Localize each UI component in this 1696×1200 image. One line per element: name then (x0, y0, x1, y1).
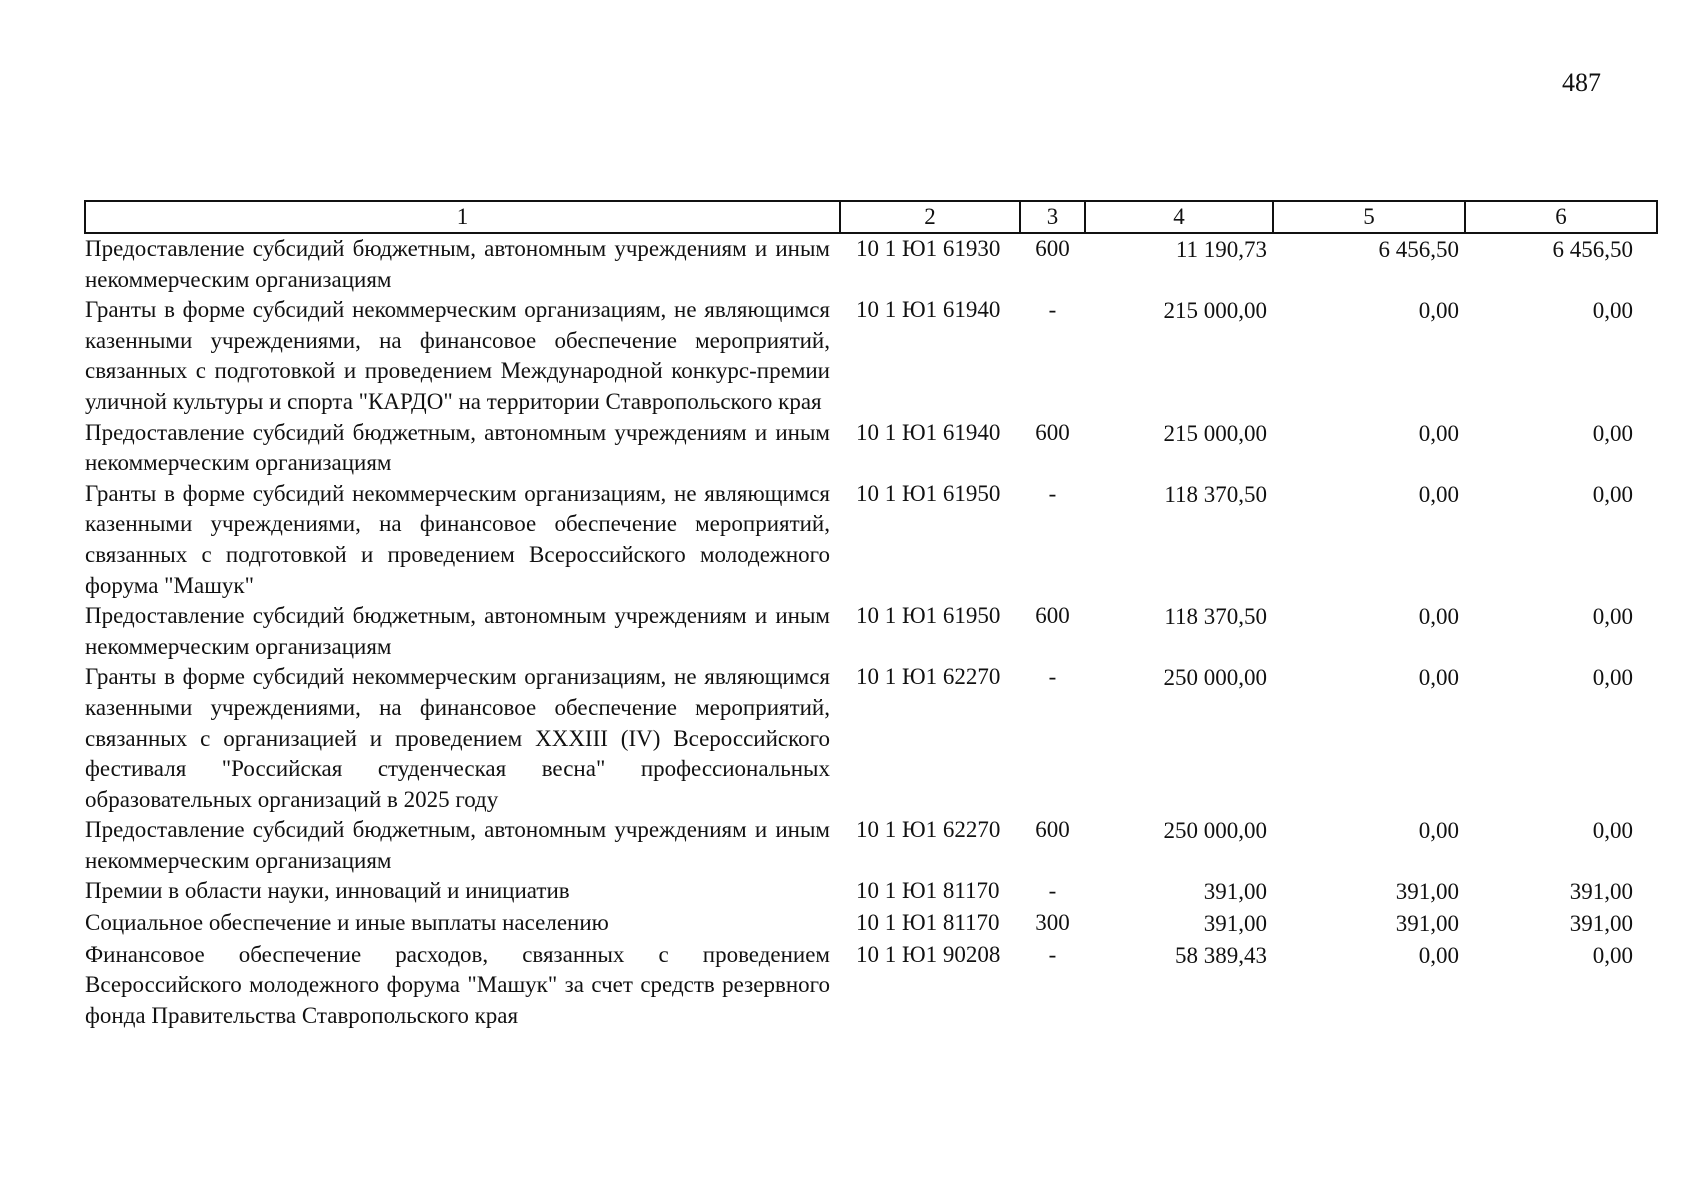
row-expense-type: 600 (1035, 419, 1070, 445)
table-header (85, 201, 1657, 233)
row-value-6: 0,00 (1592, 818, 1633, 844)
row-name: Финансовое обеспечение расходов, связанных с проведением Всероссийского молодежного форума "Машук" за счет средств резервного фонда Правительства Ставропольского края (85, 941, 830, 1028)
row-value-4: 11 190,73 (1175, 237, 1267, 262)
row-name: Предоставление субсидий бюджетным, автономным учреждениям и иным некоммерческим организациям (85, 419, 830, 476)
row-code: 10 1 Ю1 61950 (856, 480, 1001, 506)
row-value-4: 215 000,00 (1163, 298, 1267, 324)
row-value-5: 0,00 (1418, 298, 1459, 324)
table-row (85, 479, 1657, 601)
row-expense-type: - (1048, 664, 1057, 690)
row-value-6: 0,00 (1592, 420, 1633, 446)
row-name: Гранты в форме субсидий некоммерческим организациям, не являющимся казенными учреждениями, на финансовое обеспечение мероприятий, связанных с подготовкой и проведением Всероссийского молодежного форума "Машук" (85, 480, 830, 598)
column-header-5: 5 (1273, 201, 1465, 233)
row-code: 10 1 Ю1 62270 (856, 817, 1001, 843)
row-value-4: 215 000,00 (1163, 420, 1267, 446)
row-expense-type: - (1048, 941, 1057, 967)
table-row (85, 908, 1657, 940)
row-value-4: 250 000,00 (1163, 665, 1267, 691)
table-row (85, 601, 1657, 662)
row-code: 10 1 Ю1 81170 (856, 878, 1000, 904)
table-row (85, 662, 1657, 815)
row-expense-type: 600 (1035, 236, 1070, 261)
column-header-6: 6 (1465, 201, 1657, 233)
row-value-5: 0,00 (1418, 942, 1459, 968)
row-name: Предоставление субсидий бюджетным, автономным учреждениям и иным некоммерческим организациям (85, 236, 830, 292)
row-value-4: 391,00 (1203, 911, 1267, 937)
row-value-6: 6 456,50 (1552, 237, 1633, 262)
budget-table (84, 200, 1658, 1031)
table-row (85, 940, 1657, 1032)
row-expense-type: 300 (1035, 910, 1070, 936)
row-code: 10 1 Ю1 61930 (856, 236, 1001, 261)
row-name: Предоставление субсидий бюджетным, автономным учреждениям и иным некоммерческим организациям (85, 817, 830, 873)
column-header-4: 4 (1085, 201, 1273, 233)
row-value-5: 6 456,50 (1378, 237, 1459, 262)
row-value-4: 250 000,00 (1163, 818, 1267, 844)
row-value-5: 0,00 (1418, 481, 1459, 507)
row-value-6: 0,00 (1592, 942, 1633, 968)
header-row (85, 201, 1657, 233)
row-name: Гранты в форме субсидий некоммерческим организациям, не являющимся казенными учреждениями, на финансовое обеспечение мероприятий, связанных с организацией и проведением XXXIII (IV) Всероссийского фестиваля "Российская студенческая весна" профессиональных образовательных организаций в 2025 году (85, 664, 830, 812)
row-expense-type: - (1048, 480, 1057, 506)
table-row (85, 233, 1657, 295)
column-header-3: 3 (1020, 201, 1085, 233)
row-value-4: 391,00 (1203, 879, 1267, 905)
row-value-4: 118 370,50 (1164, 604, 1267, 630)
row-name: Премии в области науки, инноваций и инициатив (85, 878, 570, 904)
row-code: 10 1 Ю1 62270 (856, 664, 1001, 690)
row-code: 10 1 Ю1 61940 (856, 297, 1001, 323)
row-value-6: 0,00 (1592, 481, 1633, 507)
row-name: Социальное обеспечение и иные выплаты населению (85, 910, 609, 936)
row-code: 10 1 Ю1 90208 (856, 941, 1001, 967)
row-value-4: 58 389,43 (1175, 942, 1267, 968)
page-number: 487 (1562, 68, 1601, 97)
row-name: Предоставление субсидий бюджетным, автономным учреждениям и иным некоммерческим организациям (85, 603, 830, 659)
column-header-2: 2 (840, 201, 1020, 233)
row-value-6: 0,00 (1592, 604, 1633, 630)
column-header-1: 1 (85, 201, 840, 233)
row-value-5: 391,00 (1395, 879, 1459, 905)
row-value-5: 0,00 (1418, 420, 1459, 446)
row-expense-type: 600 (1035, 817, 1070, 843)
row-code: 10 1 Ю1 61950 (856, 603, 1001, 629)
row-value-5: 391,00 (1395, 911, 1459, 937)
table-row (85, 815, 1657, 876)
row-code: 10 1 Ю1 81170 (856, 910, 1000, 936)
row-value-4: 118 370,50 (1164, 481, 1267, 507)
table-row (85, 876, 1657, 908)
row-expense-type: 600 (1035, 603, 1070, 629)
budget-table-container (84, 200, 1656, 1031)
row-value-5: 0,00 (1418, 665, 1459, 691)
row-name: Гранты в форме субсидий некоммерческим организациям, не являющимся казенными учреждениями, на финансовое обеспечение мероприятий, связанных с подготовкой и проведением Международной конкурс-премии уличной культуры и спорта "КАРДО" на территории Ставропольского края (85, 297, 830, 414)
row-code: 10 1 Ю1 61940 (856, 419, 1001, 445)
row-value-6: 0,00 (1592, 298, 1633, 324)
row-value-6: 391,00 (1569, 911, 1633, 937)
table-body (85, 233, 1657, 1031)
table-row (85, 295, 1657, 417)
row-expense-type: - (1048, 297, 1057, 323)
row-value-6: 0,00 (1592, 665, 1633, 691)
table-row (85, 418, 1657, 479)
row-expense-type: - (1048, 878, 1057, 904)
row-value-6: 391,00 (1569, 879, 1633, 905)
row-value-5: 0,00 (1418, 818, 1459, 844)
row-value-5: 0,00 (1418, 604, 1459, 630)
